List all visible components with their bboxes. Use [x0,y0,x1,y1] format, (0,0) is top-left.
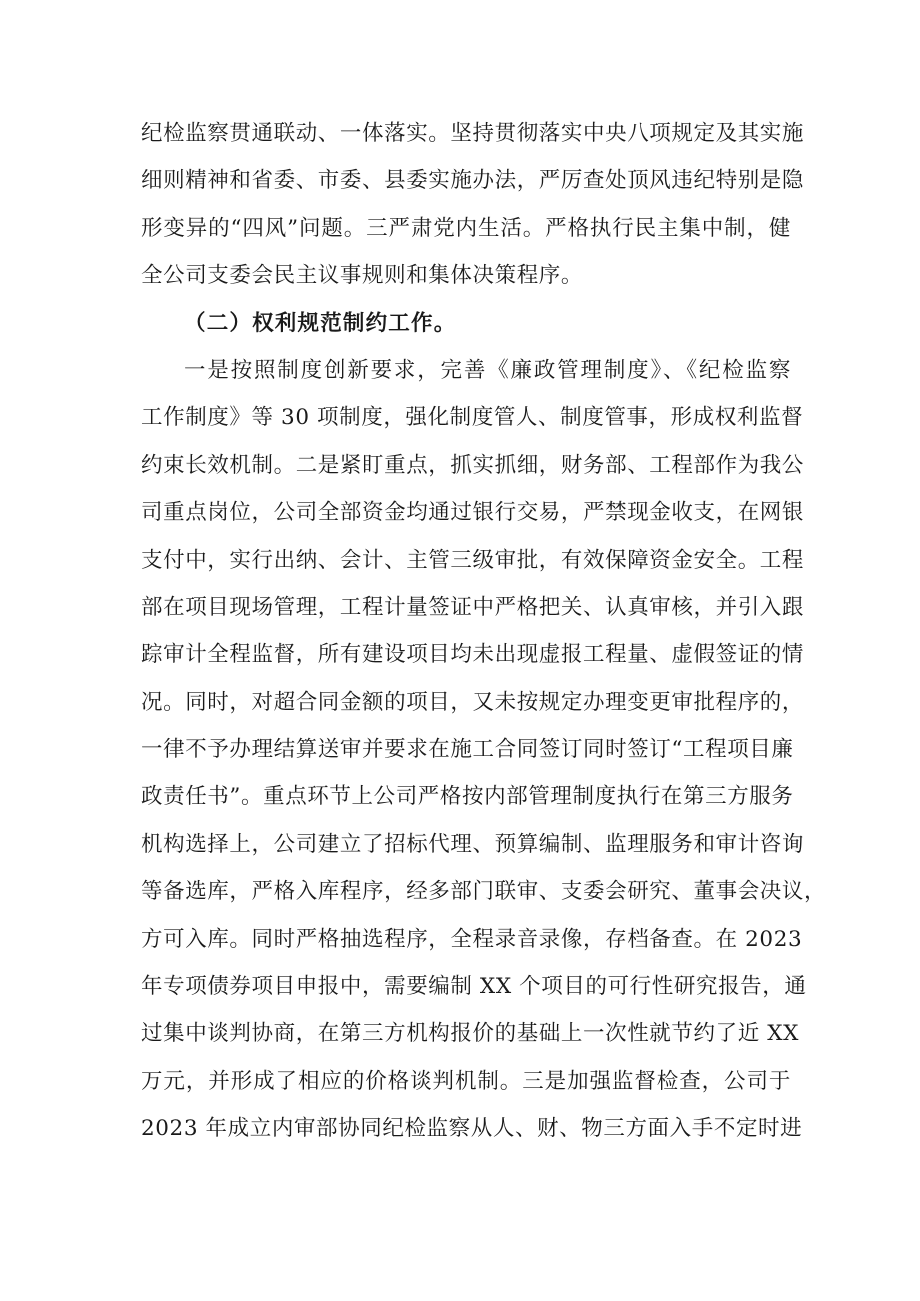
text-line: 方可入库。同时严格抽选程序，全程录音录像，存档备查。在 2023 [141,926,803,952]
text-line: 等备选库，严格入库程序，经多部门联审、支委会研究、董事会决议， [141,879,827,905]
text-line: 约束长效机制。二是紧盯重点，抓实抓细，财务部、工程部作为我公 [141,452,805,478]
text-line: 过集中谈判协商，在第三方机构报价的基础上一次性就节约了近 XX [141,1021,800,1047]
text-line: 形变异的“四风”问题。三严肃党内生活。严格执行民主集中制，健 [141,215,791,241]
text-line: 政责任书”。重点环节上公司严格按内部管理制度执行在第三方服务 [141,784,794,810]
section-heading: （二）权利规范制约工作。 [184,310,457,336]
paragraph-continuation [141,110,805,300]
document-body [141,110,827,1153]
text-line: 况。同时，对超合同金额的项目，又未按规定办理变更审批程序的， [141,689,805,715]
text-line: 一是按照制度创新要求，完善《廉政管理制度》、《纪检监察 [184,357,791,383]
text-line: 工作制度》等 30 项制度，强化制度管人、制度管事，形成权利监督 [141,405,804,431]
text-line: 支付中，实行出纳、会计、主管三级审批，有效保障资金安全。工程 [141,547,805,573]
text-line: 踪审计全程监督，所有建设项目均未出现虚报工程量、虚假签证的情 [141,642,805,668]
text-line: 一律不予办理结算送审并要求在施工合同签订同时签订“工程项目廉 [141,737,794,763]
text-line: 纪检监察贯通联动、一体落实。坚持贯彻落实中央八项规定及其实施 [141,121,805,146]
paragraph-power-regulation [141,347,827,1153]
text-line: 机构选择上，公司建立了招标代理、预算编制、监理服务和审计咨询 [141,831,805,857]
text-line: 年专项债券项目申报中，需要编制 XX 个项目的可行性研究报告，通 [141,974,807,1000]
text-line: 部在项目现场管理，工程计量签证中严格把关、认真审核，并引入跟 [141,594,805,620]
text-line: 司重点岗位，公司全部资金均通过银行交易，严禁现金收支，在网银 [141,500,805,526]
text-line: 2023 年成立内审部协同纪检监察从人、财、物三方面入手不定时进 [141,1116,803,1142]
text-line: 细则精神和省委、市委、县委实施办法，严厉查处顶风违纪特别是隐 [141,168,805,194]
text-line: 全公司支委会民主议事规则和集体决策程序。 [141,263,584,289]
text-line: 万元，并形成了相应的价格谈判机制。三是加强监督检查，公司于 [141,1068,791,1094]
